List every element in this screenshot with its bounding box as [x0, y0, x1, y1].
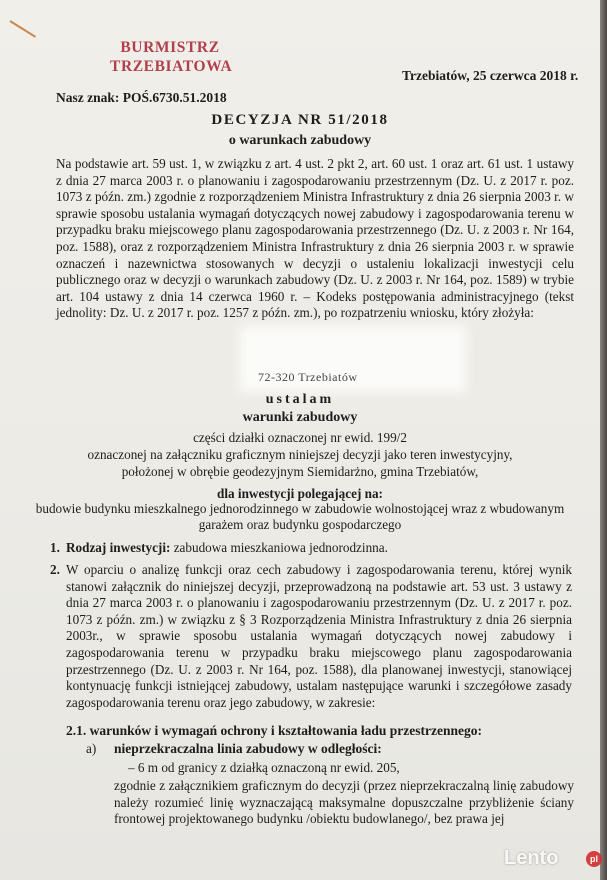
lento-watermark: Lento — [504, 847, 559, 869]
building-line-distance: – 6 m od granicy z działką oznaczoną nr ewid. 205, — [128, 760, 400, 775]
item-a-letter: a) — [86, 741, 97, 756]
authority-line-1: BURMISTRZ — [120, 39, 220, 56]
lento-badge: pl — [586, 851, 602, 867]
investment-description-2: garażem oraz budynku gospodarczego — [198, 517, 402, 532]
section-2-1-heading: 2.1. warunków i wymagań ochrony i kształtowania ładu przestrzennego: — [66, 723, 483, 738]
decision-title: DECYZJA NR 51/2018 — [211, 112, 389, 128]
plot-line-1: części działki oznaczonej nr ewid. 199/2 — [193, 430, 407, 445]
point-1-text: zabudowa mieszkaniowa jednorodzinna. — [173, 540, 388, 555]
issuing-authority-stamp — [110, 38, 233, 76]
reference-number: Nasz znak: POŚ.6730.51.2018 — [56, 90, 227, 105]
plot-line-3: położonej w obrębie geodezyjnym Siemidarżno, gmina Trzebiatów, — [121, 464, 479, 479]
point-1-label: Rodzaj inwestycji: — [66, 540, 171, 555]
point-1-number: 1. — [50, 540, 60, 555]
point-2-number: 2. — [50, 562, 60, 577]
item-a-label: nieprzekraczalna linia zabudowy w odległości: — [114, 741, 382, 756]
legal-basis-paragraph: Na podstawie art. 59 ust. 1, w związku z art. 4 ust. 2 pkt 2, art. 60 ust. 1 oraz art. 61 ust. 1 ustawy z dnia 27 marca 2003 r. o planowaniu i zagospodarowaniu przestrzennym (Dz. U. z 2017 r. poz. 1073 z późn. zm.) zgodnie z rozporządzeniem Ministra Infrastruktury z dnia 26 sierpnia 2003 r. w sprawie sposobu ustalania wymagań dotyczących nowej zabudowy i zagospodarowania terenu w przypadku braku miejscowego planu zagospodarowania przestrzennego (Dz. U. z 2003 r. Nr 164, poz. 1588), oraz z rozporządzeniem Ministra Infrastruktury z dnia 26 sierpnia 2003 r. w sprawie oznaczeń i nazewnictwa stosowanych w decyzji o ustaleniu lokalizacji inwestycji celu publicznego oraz w decyzji o warunkach zabudowy (Dz. U. z 2003 r. Nr 164, poz. 1589) w trybie art. 104 ustawy z dnia 14 czerwca 1960 r. – Kodeks postępowania administracyjnego (tekst jednolity: Dz. U. z 2017 r. poz. 1257 z późn. zm.), po rozpatrzeniu wniosku, który złożyła: — [56, 156, 574, 321]
point-2-text: W oparciu o analizę funkcji oraz cech zabudowy i zagospodarowania terenu, której wynik stanowi załącznik do niniejszej decyzji, przeprowadzoną na podstawie art. 53 ust. 3 ustawy z dnia 27 marca 2003 r. o planowaniu i zagospodarowaniu przestrzennym (Dz. U. z 2017 r. poz. 1073 z późn. zm.) w związku z § 3 Rozporządzenia Ministra Infrastruktury z dnia 26 sierpnia 2003r., w sprawie sposobu ustalania wymagań dotyczących nowej zabudowy i zagospodarowania terenu w przypadku braku miejscowego planu zagospodarowania przestrzennego (Dz. U. z 2003 r. Nr 164, poz. 1588), dla planowanej inwestycji, stanowiącej kontynuację funkcji istniejącej zabudowy, ustalam następujące warunki i szczegółowe zasady zagospodarowania terenu oraz jego zabudowy, w zakresie: — [66, 562, 572, 710]
decision-heading: warunki zabudowy — [242, 410, 358, 425]
point-1 — [66, 540, 388, 556]
investment-label: dla inwestycji polegającej na: — [217, 486, 383, 501]
pencil-mark — [9, 20, 36, 38]
page-edge-shadow — [600, 0, 607, 880]
decision-verb: ustalam — [265, 392, 335, 407]
plot-line-2: oznaczonej na załączniku graficznym niniejszej decyzji jako teren inwestycyjny, — [87, 447, 513, 462]
authority-line-2: TRZEBIATOWA — [110, 58, 233, 75]
place-and-date: Trzebiatów, 25 czerwca 2018 r. — [402, 68, 579, 83]
building-line-explanation: zgodnie z załącznikiem graficznym do decyzji (przez nieprzekraczalną linię zabudowy należy rozumieć linię wyznaczającą maksymalne dopuszczalne przybliżenie ściany frontowej projektowanego budynku /obiektu budowlanego/, bez prawa jej — [114, 778, 574, 827]
investment-description-1: budowie budynku mieszkalnego jednorodzinnego w zabudowie wolnostojącej wraz z wbudowanym — [35, 501, 565, 516]
decision-subtitle: o warunkach zabudowy — [228, 133, 372, 148]
applicant-address-fragment: 72-320 Trzebiatów — [258, 370, 358, 384]
